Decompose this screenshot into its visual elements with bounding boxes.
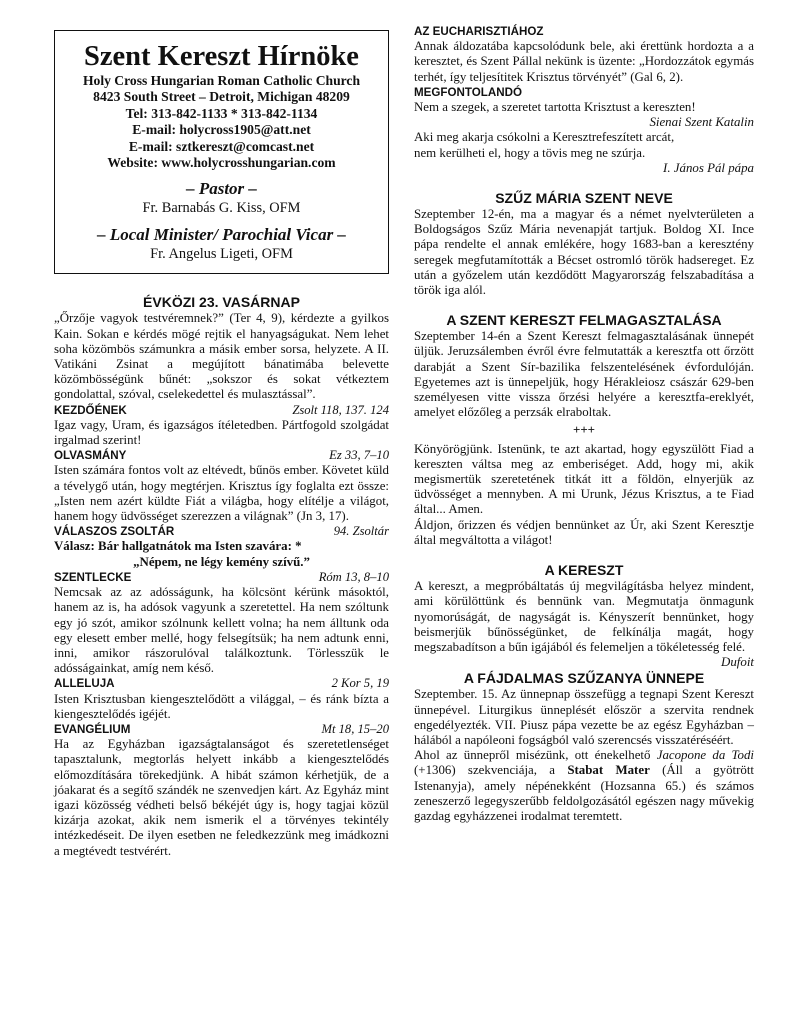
church-website[interactable]: Website: www.holycrosshungarian.com	[107, 155, 336, 171]
reading-header-second	[54, 570, 389, 585]
alleluia-text: Isten Krisztusban kiengesztelődött a világgal, – és ránk bízta a kiengesztelődés igéjét.	[54, 691, 389, 721]
blessing-text: Áldjon, őrizzen és védjen bennünket az Úr, aki Szent Keresztje által megváltotta a világot!	[414, 517, 754, 547]
first-reading-text: Isten számára fontos volt az eltévedt, bűnös ember. Követet küld a tévelygő után, hogy megtérjen. Krisztus így foglalta ezt össze: „Isten nem azért küldte Fiát a világba, hogy elítélje a világot, hanem hogy üdvösséget szerezzen a világnak” (Jn 3, 17).	[54, 463, 389, 524]
psalm-label: VÁLASZOS ZSOLTÁR	[54, 525, 175, 539]
jacopone-name: Jacopone da Todi	[656, 748, 754, 763]
alleluia-ref: 2 Kor 5, 19	[331, 676, 389, 691]
cross-author: Dufoit	[721, 655, 754, 670]
masthead-box	[54, 30, 389, 274]
church-email-1[interactable]: E-mail: holycross1905@att.net	[132, 122, 311, 138]
eucharist-text: Annak áldozatába kapcsolódunk bele, aki érettünk hordozta a a keresztet, és Szent Pállal nekünk is üzente: „Hordozzátok egymás terhét, így teljesítitek Krisztus törvényét” (Gal 6, 2).	[414, 39, 754, 84]
gospel-text: Ha az Egyházban igazságtalanságot és szeretetlenséget tapasztalunk, megtorlás helyett inkább a kiengesztelődés előmozdítására törekedjünk. A hibát számon kérhetjük, de a jóakarat és a segítő szándék ne szenvedjen kárt. Az Egyház mint igazi közösség védheti belső békéjét úgy is, hogy tagjai közül kizárja azokat, akik nem ismerik el a törvényes tekintély intézkedéseit. De ilyen esetben ne feledkezzünk meg imádkozni a megtévedt testvérért.	[54, 737, 389, 858]
gospel-label: EVANGÉLIUM	[54, 722, 131, 736]
pastor-name: Fr. Barnabás G. Kiss, OFM	[142, 200, 301, 217]
reading-header-first	[54, 448, 389, 463]
second-reading-ref: Róm 13, 8–10	[318, 569, 389, 584]
church-phone: Tel: 313-842-1133 * 313-842-1134	[125, 105, 318, 121]
prayer-text: Könyörögjünk. Istenünk, te azt akartad, hogy egyszülött Fiad a kereszten váltsa meg az emberiséget. Add, hogy mi, akik megismertük szeretetének titkát itt a földön, elnyerjük az üdvösséget a mennyben. A mi Urunk, Jézus Krisztus, a te Fiad által... Amen.	[414, 441, 754, 517]
reading-header-psalm	[54, 524, 389, 539]
right-column	[414, 24, 754, 824]
first-reading-label: OLVASMÁNY	[54, 449, 127, 463]
left-column	[54, 30, 389, 859]
church-email-2[interactable]: E-mail: sztkereszt@comcast.net	[128, 138, 315, 154]
vicar-label: – Local Minister/ Parochial Vicar –	[97, 225, 346, 245]
quote-2a: Aki meg akarja csókolni a Keresztrefeszített arcát,	[414, 130, 675, 145]
pastor-label: – Pastor –	[186, 179, 257, 199]
church-name: Holy Cross Hungarian Roman Catholic Church	[82, 73, 361, 88]
quote-1: Nem a szegek, a szeretet tartotta Krisztust a kereszten!	[414, 100, 696, 115]
entrance-text: Igaz vagy, Uram, és igazságos ítéletedben. Pártfogold szolgádat irgalmad szerint!	[54, 417, 389, 448]
maria-title: SZŰZ MÁRIA SZENT NEVE	[495, 190, 673, 207]
alleluia-label: ALLELUJA	[54, 677, 115, 691]
gospel-ref: Mt 18, 15–20	[321, 721, 389, 736]
sorrows-t2c: (+1306) szekvenciája, a	[414, 763, 568, 778]
quote-2-author: I. János Pál pápa	[663, 160, 754, 175]
second-reading-text: Nemcsak az az adósságunk, ha kölcsönt kérünk másoktól, hanem az is, ha adósok vagyunk a szeretettel. Ha nem szóltunk egy jó szót, amikor szólnunk kellett volna; ha nem álltunk oda egy elesett ember mellé, hogy felsegítsük; ha nem adtunk enni, inni, amikor rászorulóval találkoztunk. Törlesszük le adósságainkat, amíg nem késő.	[54, 585, 389, 676]
cross-body: A kereszt, a megpróbáltatás új megvilágításba helyez mindent, ami körülöttünk és bennünk van. Megmutatja önmagunk nyomorúságát, de nagyságát is. Kényszerít bennünket, hogy beismerjük bűnösségünket, de felkínálja magát, hogy megszabadítson a bűn igájából és felemeljen a tökéletesség felé.	[414, 579, 754, 654]
psalm-ref: 94. Zsoltár	[333, 524, 389, 539]
reading-header-alleluia	[54, 676, 389, 691]
church-address: 8423 South Street – Detroit, Michigan 48209	[93, 89, 350, 105]
exaltation-title: A SZENT KERESZT FELMAGASZTALÁSA	[446, 312, 722, 329]
quote-1-author: Sienai Szent Katalin	[649, 115, 754, 130]
vicar-name: Fr. Angelus Ligeti, OFM	[150, 246, 293, 263]
sorrows-text-1: Szeptember. 15. Az ünnepnap összefügg a tegnapi Szent Kereszt ünnepével. Liturgikus ünneplését először a szervita rendnek engedélyezték. VII. Piusz pápa vezette be az egész Egyházban – hálából a napóleoni fogságból való szerencsés visszatéréséért.	[414, 687, 754, 747]
psalm-response-1: Válasz: Bár hallgatnátok ma Isten szavára: *	[54, 539, 302, 554]
sorrows-t2a: Ahol az ünnepről misézünk, ott énekelhető	[414, 748, 657, 763]
cross-title: A KERESZT	[544, 562, 624, 579]
second-reading-label: SZENTLECKE	[54, 570, 132, 584]
reading-header-entrance	[54, 403, 389, 418]
exaltation-text: Szeptember 14-én a Szent Kereszt felmagasztalásának ünnepét üljük. Jeruzsálemben évről évre felmutatták a keresztfa ott őrzött darabját a Szent Sír-bazilika felszentelésének évfordulóján. Egyetemes azt is ünnepeljük, hogy Hérakleiosz császár 629-ben személyesen vitte vissza őrzési helyére a keresztfa-ereklyét, amelyet előzőleg a perzsák elraboltak.	[414, 329, 754, 420]
reading-header-gospel	[54, 722, 389, 737]
stabat-mater: Stabat Mater	[567, 763, 650, 778]
quote-2b: nem kerülheti el, hogy a tövis meg ne szúrja.	[414, 145, 646, 160]
sunday-title: ÉVKÖZI 23. VASÁRNAP	[143, 294, 300, 311]
cross-separator: +++	[572, 423, 596, 438]
psalm-response-2: „Népem, ne légy kemény szívű.”	[133, 554, 310, 569]
sunday-intro: „Őrzője vagyok testvéremnek?” (Ter 4, 9), kérdezte a gyilkos Kain. Sokan e kérdés mögé rejtik el hanyagságukat. Nem lehet soha közömbös számunkra a másik ember sorsa, helyzete. A II. Vatikáni Zsinat a megújított bánatimába belevette közömbösségünk bűnét: „sokszor és sokat vétkeztem gondolattal, szóval, cselekedettel és mulasztással”.	[54, 311, 389, 402]
sorrows-t2e: (Áll a gyötrött Istenanyja), amely népénekként (Hozsanna 65.) és számos zeneszerző legegyszerűbb feldolgozásától egészen nagy művekig gazdag egyházzenei irodalmat teremtett.	[414, 763, 754, 823]
maria-text: Szeptember 12-én, ma a magyar és a német nyelvterületen a Boldogságos Szűz Mária nevenapját tartjuk. Boldog XI. Ince pápa rendelte el annak emlékére, hogy 1683-ban a keresztény seregek megfutamították a Bécset ostromló török hadsereget. Ez után a győzelem után kezdődött Magyarország felszabadítása a török iga alól.	[414, 207, 754, 298]
newsletter-title: Szent Kereszt Hírnöke	[84, 41, 359, 72]
entrance-label: KEZDŐÉNEK	[54, 403, 127, 417]
sorrows-title: A FÁJDALMAS SZŰZANYA ÜNNEPE	[463, 670, 705, 687]
first-reading-ref: Ez 33, 7–10	[329, 448, 389, 463]
entrance-ref: Zsolt 118, 137. 124	[292, 402, 389, 417]
cross-text	[414, 579, 754, 670]
eucharist-label: AZ EUCHARISZTIÁHOZ	[414, 25, 544, 38]
sorrows-text-2	[414, 748, 754, 824]
consider-label: MEGFONTOLANDÓ	[414, 85, 522, 99]
